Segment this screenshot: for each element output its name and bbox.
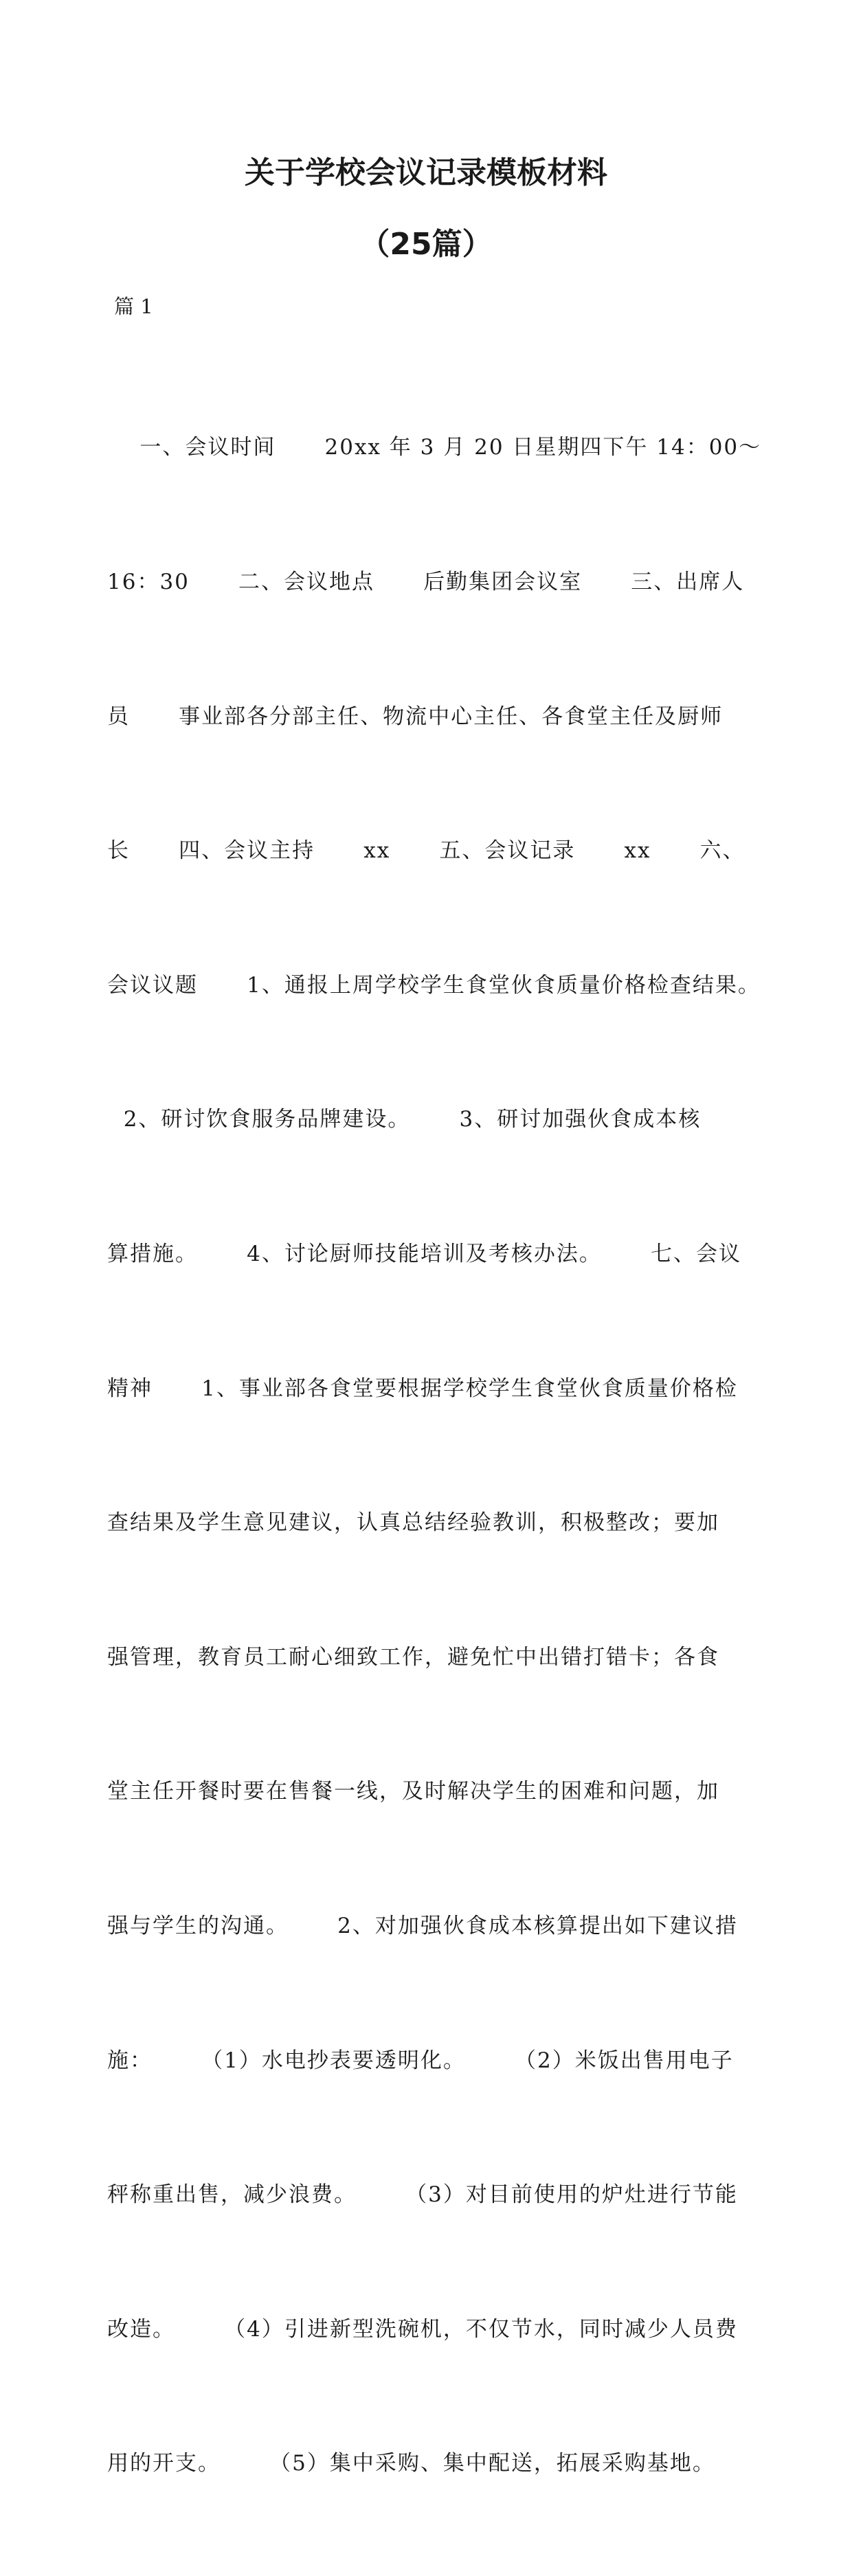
body-line: 改造。 （4）引进新型洗碗机，不仅节水，同时减少人员费 bbox=[107, 2316, 738, 2342]
body-line: 算措施。 4、讨论厨师技能培训及考核办法。 七、会议 bbox=[107, 1241, 741, 1266]
body-line: 强与学生的沟通。 2、对加强伙食成本核算提出如下建议措 bbox=[107, 1913, 738, 1938]
body-line: 会议议题 1、通报上周学校学生食堂伙食质量价格检查结果。 bbox=[107, 972, 761, 998]
section-label: 篇 1 bbox=[114, 295, 153, 318]
body-line: 强管理，教育员工耐心细致工作，避免忙中出错打错卡；各食 bbox=[107, 1644, 719, 1670]
document-subtitle-count: （25篇） bbox=[359, 227, 493, 262]
body-line: 16：30 二、会议地点 后勤集团会议室 三、出席人 bbox=[107, 570, 745, 594]
body-line: 精神 1、事业部各食堂要根据学校学生食堂伙食质量价格检 bbox=[107, 1376, 738, 1401]
body-line: 长 四、会议主持 xx 五、会议记录 xx 六、 bbox=[107, 838, 746, 864]
body-line: 员 事业部各分部主任、物流中心主任、各食堂主任及厨师 bbox=[107, 704, 724, 729]
body-line: 2、研讨饮食服务品牌建设。 3、研讨加强伙食成本核 bbox=[107, 1107, 702, 1132]
document-title: 关于学校会议记录模板材料 bbox=[245, 155, 607, 190]
body-line: 施： （1）水电抄表要透明化。 （2）米饭出售用电子 bbox=[107, 2048, 734, 2073]
body-line: 查结果及学生意见建议，认真总结经验教训，积极整改；要加 bbox=[107, 1510, 719, 1536]
meeting-record-body bbox=[107, 336, 762, 2576]
body-line: 用的开支。 （5）集中采购、集中配送，拓展采购基地。 bbox=[107, 2451, 715, 2476]
body-line: 秤称重出售，减少浪费。 （3）对目前使用的炉灶进行节能 bbox=[107, 2182, 738, 2208]
body-line: 一、会议时间 20xx 年 3 月 20 日星期四下午 14：00～ bbox=[107, 435, 762, 460]
body-line: 堂主任开餐时要在售餐一线，及时解决学生的困难和问题，加 bbox=[107, 1779, 719, 1804]
